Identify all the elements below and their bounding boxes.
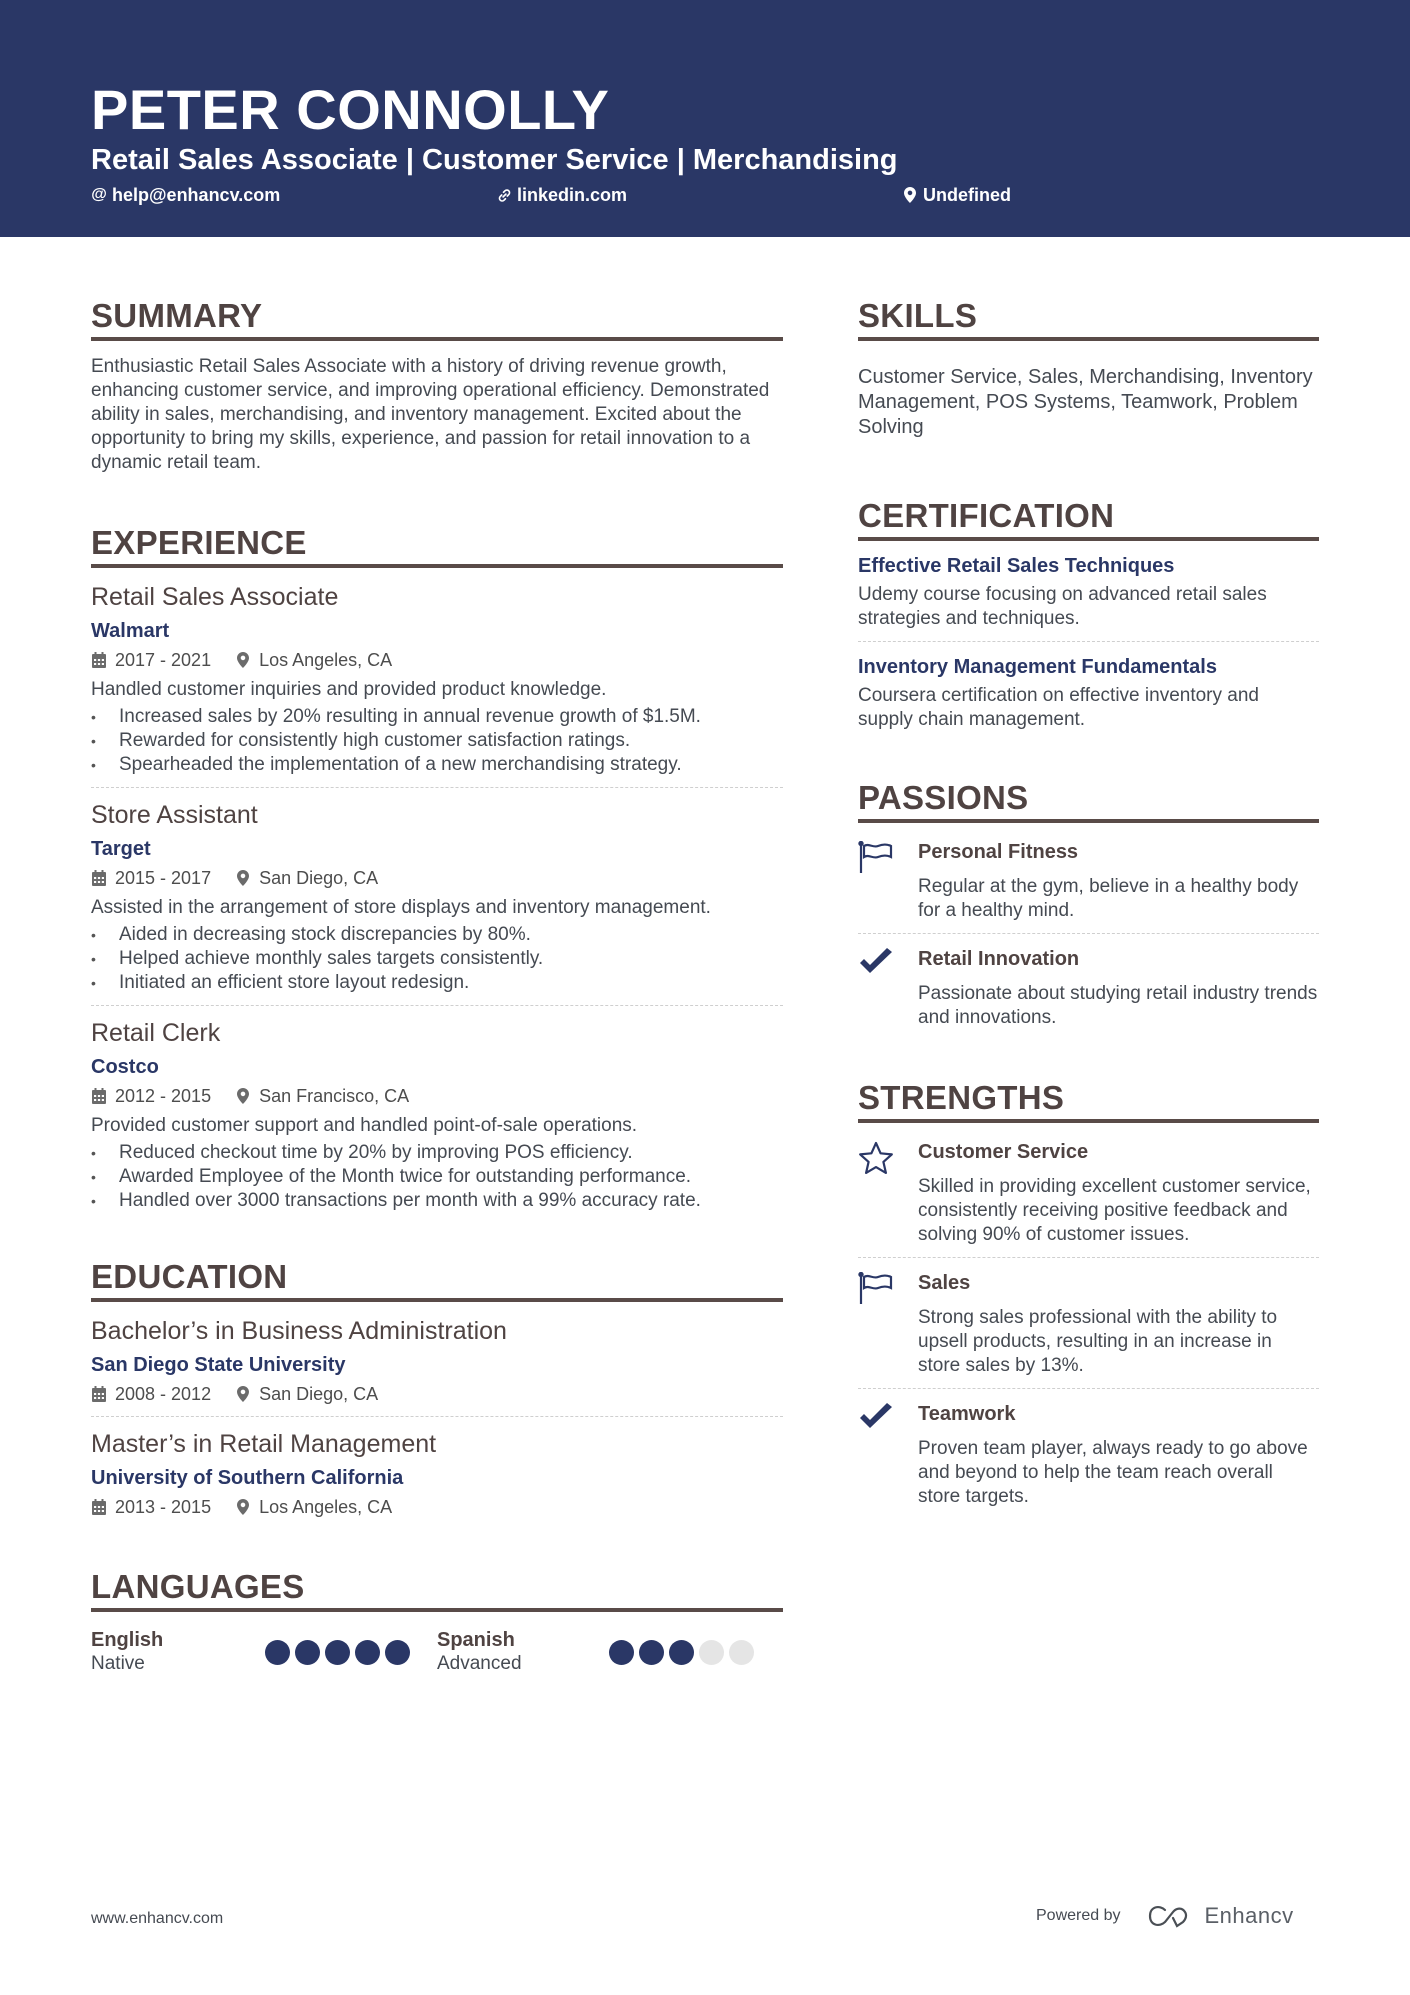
achievement-list — [91, 1141, 783, 1213]
certification-description: Udemy course focusing on advanced retail sales strategies and techniques. — [858, 584, 1267, 629]
entry-divider — [91, 1416, 783, 1417]
achievement-item: • Rewarded for consistently high customer satisfaction ratings. — [91, 729, 783, 753]
passion-title: Personal Fitness — [918, 841, 1079, 863]
achievement-item: • Aided in decreasing stock discrepancies by 80%. — [91, 923, 783, 947]
achievement-item: • Handled over 3000 transactions per month with a 99% accuracy rate. — [91, 1189, 783, 1213]
entry-dates: 2017 - 2021 — [115, 650, 212, 670]
passions-section — [858, 778, 1319, 1030]
education-entry — [91, 1429, 783, 1519]
job-title: Retail Sales Associate — [91, 583, 339, 611]
strength-description: Proven team player, always ready to go above and beyond to help the team reach overall store targets. — [918, 1438, 1308, 1507]
section-title-education: EDUCATION — [91, 1258, 288, 1295]
language-name: English — [91, 1629, 164, 1651]
contact-linkedin-text: linkedin.com — [517, 185, 628, 205]
entry-location-text: San Diego, CA — [259, 868, 379, 888]
experience-section — [91, 523, 783, 1213]
proficiency-dot-filled — [325, 1640, 350, 1665]
experience-entry — [91, 582, 783, 777]
calendar-icon — [91, 1385, 107, 1403]
certification-title: Inventory Management Fundamentals — [858, 656, 1217, 678]
section-divider — [91, 564, 783, 568]
certification-description: Coursera certification on effective inventory and supply chain management. — [858, 685, 1259, 730]
entry-location — [235, 1084, 409, 1108]
left-column — [91, 296, 783, 1678]
entry-divider — [858, 933, 1319, 934]
school-name: University of Southern California — [91, 1467, 404, 1489]
entry-location — [235, 866, 378, 890]
company-name: Walmart — [91, 620, 170, 642]
entry-dates: 2013 - 2015 — [115, 1497, 212, 1517]
powered-by-label: Powered by — [1036, 1907, 1121, 1924]
right-column — [858, 296, 1319, 1509]
calendar-icon — [91, 1087, 107, 1105]
language-item — [91, 1628, 437, 1678]
certification-section — [858, 496, 1319, 732]
entry-dates: 2015 - 2017 — [115, 868, 212, 888]
achievement-item: • Awarded Employee of the Month twice for outstanding performance. — [91, 1165, 783, 1189]
passion-description: Regular at the gym, believe in a healthy body for a healthy mind. — [918, 876, 1299, 921]
location-pin-icon — [902, 186, 918, 204]
achievement-list — [91, 923, 783, 995]
strength-item — [858, 1401, 1319, 1509]
entry-divider — [91, 1005, 783, 1006]
achievement-list — [91, 705, 783, 777]
achievement-item: • Reduced checkout time by 20% by improving POS efficiency. — [91, 1141, 783, 1165]
strength-title: Teamwork — [918, 1403, 1016, 1425]
proficiency-dot-filled — [295, 1640, 320, 1665]
job-description: Assisted in the arrangement of store displays and inventory management. — [91, 897, 711, 918]
section-title-experience: EXPERIENCE — [91, 524, 307, 561]
section-title-passions: PASSIONS — [858, 779, 1029, 816]
section-title-skills: SKILLS — [858, 297, 978, 334]
contact-linkedin[interactable] — [496, 183, 627, 207]
location-pin-icon — [235, 1087, 251, 1105]
contact-email[interactable] — [91, 183, 280, 207]
entry-location — [235, 1382, 378, 1406]
school-name: San Diego State University — [91, 1354, 346, 1376]
entry-meta — [91, 866, 783, 890]
skills-list: Customer Service, Sales, Merchandising, Inventory Management, POS Systems, Teamwork, Problem Solving — [858, 366, 1313, 438]
language-level: Native — [91, 1653, 145, 1674]
entry-dates: 2012 - 2015 — [115, 1086, 212, 1106]
language-level: Advanced — [437, 1653, 522, 1674]
location-pin-icon — [235, 869, 251, 887]
entry-meta — [91, 1495, 783, 1519]
candidate-name: PETER CONNOLLY — [91, 78, 610, 141]
proficiency-dot-empty — [729, 1640, 754, 1665]
contact-location-text: Undefined — [923, 185, 1011, 205]
flag-icon — [858, 1293, 896, 1310]
contact-location — [902, 183, 1011, 207]
footer-branding — [1036, 1903, 1294, 1929]
strength-title: Customer Service — [918, 1141, 1089, 1163]
strength-title: Sales — [918, 1272, 971, 1294]
calendar-icon — [91, 869, 107, 887]
star-icon — [858, 1162, 894, 1179]
job-description: Handled customer inquiries and provided product knowledge. — [91, 679, 607, 700]
calendar-icon — [91, 1498, 107, 1516]
company-name: Costco — [91, 1056, 159, 1078]
job-title: Retail Clerk — [91, 1019, 221, 1047]
entry-divider — [858, 641, 1319, 642]
languages-section — [91, 1567, 783, 1678]
strength-description: Skilled in providing excellent customer service, consistently receiving positive feedback and solving 90% of customer issues. — [918, 1176, 1311, 1245]
footer-website[interactable]: www.enhancv.com — [91, 1910, 224, 1927]
section-divider — [858, 1119, 1319, 1123]
entry-meta — [91, 1084, 783, 1108]
strength-description: Strong sales professional with the ability to upsell products, resulting in an increase in store sales by 13%. — [918, 1307, 1278, 1376]
entry-meta — [91, 1382, 783, 1406]
section-divider — [91, 1608, 783, 1612]
job-description: Provided customer support and handled point-of-sale operations. — [91, 1115, 638, 1136]
section-divider — [858, 337, 1319, 341]
achievement-item: • Spearheaded the implementation of a new merchandising strategy. — [91, 753, 783, 777]
section-title-strengths: STRENGTHS — [858, 1079, 1065, 1116]
flag-icon — [858, 862, 896, 879]
proficiency-dot-filled — [385, 1640, 410, 1665]
entry-location — [235, 1495, 392, 1519]
achievement-item: • Initiated an efficient store layout redesign. — [91, 971, 783, 995]
achievement-item: • Increased sales by 20% resulting in annual revenue growth of $1.5M. — [91, 705, 783, 729]
experience-entry — [91, 1018, 783, 1213]
passion-item — [858, 946, 1319, 1030]
location-pin-icon — [235, 1385, 251, 1403]
brand-name: Enhancv — [1204, 1903, 1294, 1928]
passion-item — [858, 839, 1319, 923]
experience-entry — [91, 800, 783, 995]
education-section — [91, 1257, 783, 1519]
proficiency-dots — [265, 1640, 410, 1665]
certification-item — [858, 654, 1319, 732]
skills-section — [858, 296, 1319, 440]
strength-item — [858, 1139, 1319, 1247]
entry-location-text: Los Angeles, CA — [259, 650, 393, 670]
section-title-languages: LANGUAGES — [91, 1568, 305, 1605]
resume-header — [0, 0, 1410, 237]
link-icon — [496, 186, 512, 204]
contact-email-text: help@enhancv.com — [112, 185, 281, 205]
location-pin-icon — [235, 651, 251, 669]
entry-location-text: Los Angeles, CA — [259, 1497, 393, 1517]
proficiency-dot-filled — [265, 1640, 290, 1665]
passion-title: Retail Innovation — [918, 948, 1080, 970]
entry-location-text: San Diego, CA — [259, 1384, 379, 1404]
entry-location — [235, 648, 392, 672]
entry-divider — [858, 1388, 1319, 1389]
proficiency-dot-filled — [609, 1640, 634, 1665]
achievement-item: • Helped achieve monthly sales targets consistently. — [91, 947, 783, 971]
entry-divider — [91, 787, 783, 788]
entry-meta — [91, 648, 783, 672]
summary-section — [91, 296, 783, 475]
certification-title: Effective Retail Sales Techniques — [858, 555, 1175, 577]
entry-divider — [858, 1257, 1319, 1258]
language-item — [437, 1628, 783, 1678]
section-divider — [91, 1298, 783, 1302]
entry-location-text: San Francisco, CA — [259, 1086, 410, 1106]
language-list — [91, 1628, 783, 1678]
proficiency-dots — [609, 1640, 754, 1665]
degree-title: Bachelor’s in Business Administration — [91, 1317, 507, 1345]
education-entry — [91, 1316, 783, 1406]
section-divider — [858, 537, 1319, 541]
section-title-summary: SUMMARY — [91, 297, 263, 334]
checkmark-icon — [858, 963, 894, 980]
proficiency-dot-filled — [639, 1640, 664, 1665]
degree-title: Master’s in Retail Management — [91, 1430, 437, 1458]
summary-text: Enthusiastic Retail Sales Associate with a history of driving revenue growth, enhancing customer service, and improving operational efficiency. Demonstrated ability in sales, merchandising, and inventory management. Excited about the opportunity to bring my skills, experience, and passion for retail innovation to a dynamic retail team. — [91, 356, 770, 473]
language-name: Spanish — [437, 1629, 515, 1651]
proficiency-dot-filled — [355, 1640, 380, 1665]
contact-bar — [0, 183, 1410, 207]
entry-dates: 2008 - 2012 — [115, 1384, 212, 1404]
enhancv-logo-icon — [1147, 1904, 1193, 1928]
section-title-certification: CERTIFICATION — [858, 497, 1115, 534]
candidate-title: Retail Sales Associate | Customer Service | Merchandising — [91, 144, 898, 176]
section-divider — [858, 819, 1319, 823]
company-name: Target — [91, 838, 151, 860]
proficiency-dot-empty — [699, 1640, 724, 1665]
job-title: Store Assistant — [91, 801, 258, 829]
strengths-section — [858, 1078, 1319, 1509]
passion-description: Passionate about studying retail industry trends and innovations. — [918, 983, 1318, 1028]
location-pin-icon — [235, 1498, 251, 1516]
calendar-icon — [91, 651, 107, 669]
certification-item — [858, 553, 1319, 631]
proficiency-dot-filled — [669, 1640, 694, 1665]
checkmark-icon — [858, 1418, 894, 1435]
at-icon: @ — [91, 186, 107, 203]
strength-item — [858, 1270, 1319, 1378]
section-divider — [91, 337, 783, 341]
